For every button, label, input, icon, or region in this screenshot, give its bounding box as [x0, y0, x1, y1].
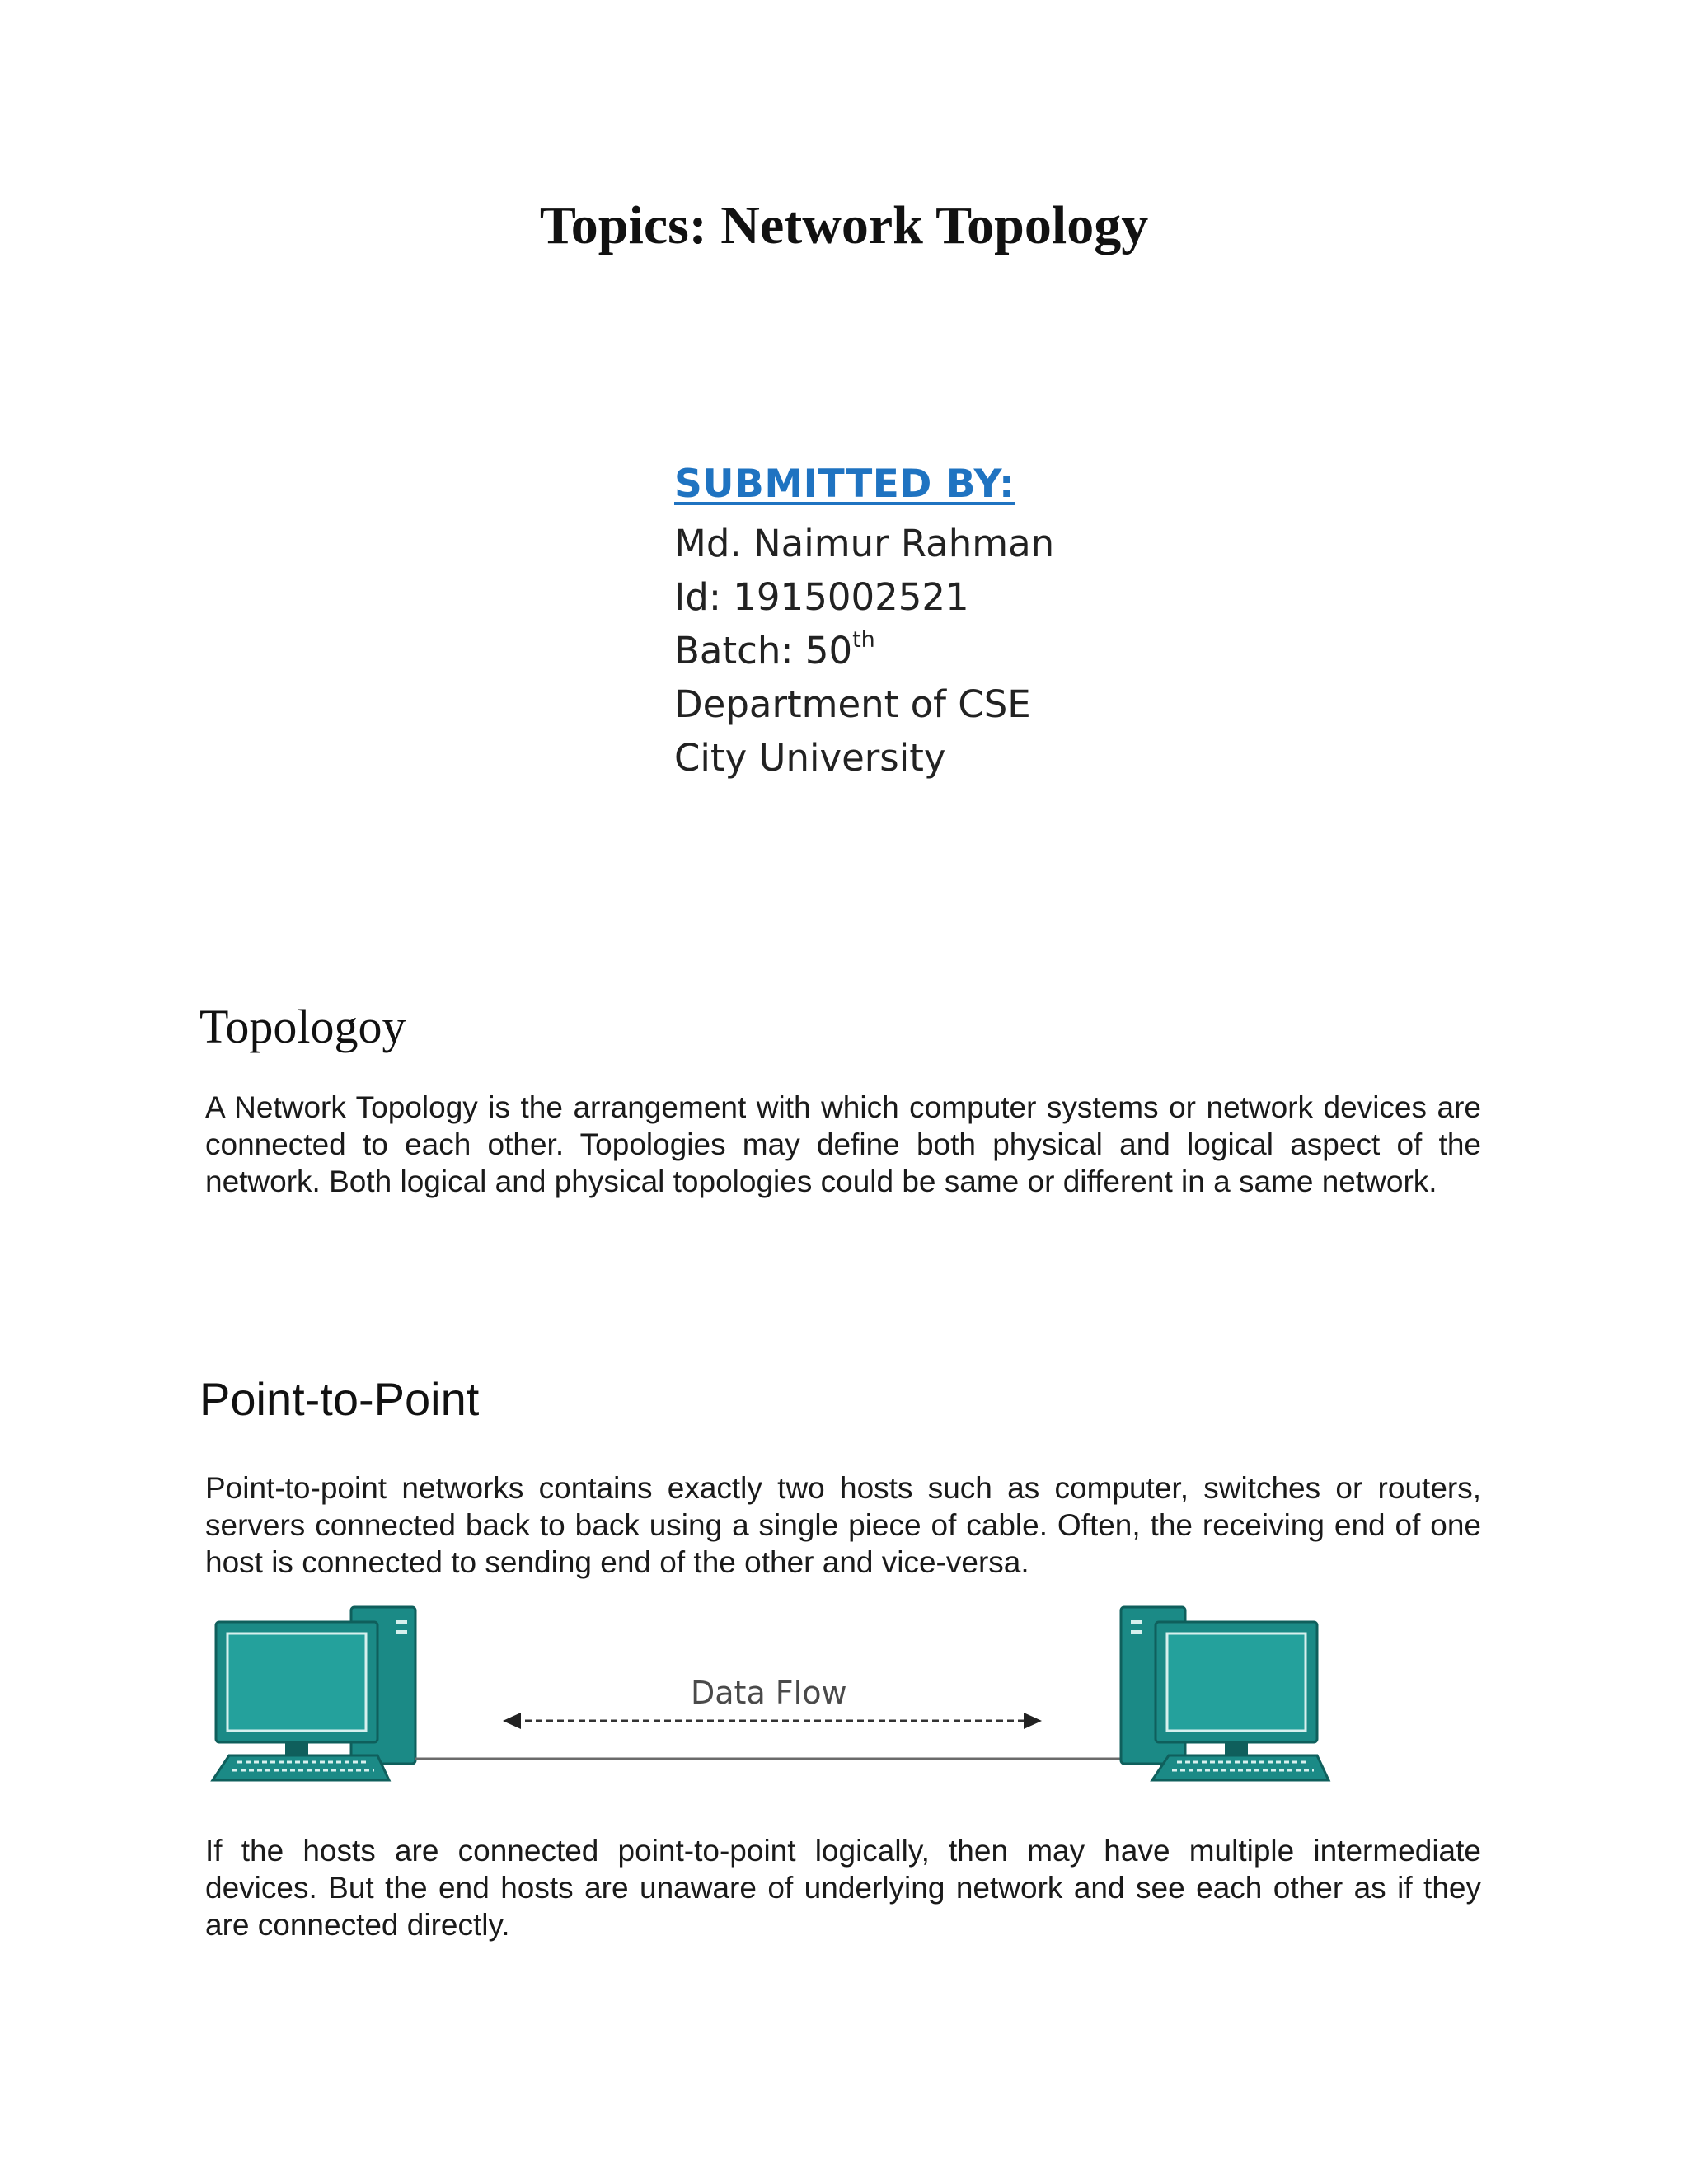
topology-paragraph: A Network Topology is the arrangement with which computer systems or network devices are connected to each other. Topologies may define both physical and logical aspect of the network. Both logical and physical topologies could be same or different in a same network. — [205, 1090, 1481, 1198]
section-heading-topology: Topologoy — [199, 1000, 406, 1053]
point-to-point-diagram — [204, 1597, 1358, 1795]
student-university: City University — [674, 736, 946, 780]
computer-icon — [1121, 1607, 1329, 1780]
student-name: Md. Naimur Rahman — [674, 522, 1055, 565]
page-title: Topics: Network Topology — [539, 195, 1149, 255]
point-to-point-logical-paragraph: If the hosts are connected point-to-point logically, then may have multiple intermediate devices. But the end hosts are unaware of underlying network and see each other as if they are connected directly. — [205, 1834, 1481, 1942]
student-id: Id: 1915002521 — [674, 575, 969, 619]
computer-icon — [213, 1607, 415, 1780]
point-to-point-paragraph: Point-to-point networks contains exactly two hosts such as computer, switches or routers, servers connected back to back using a single piece of cable. Often, the receiving end of one host is connected to sending end of the other and vice-versa. — [205, 1471, 1481, 1579]
submitted-by-heading: SUBMITTED BY: — [674, 462, 1015, 507]
section-heading-point-to-point: Point-to-Point — [199, 1373, 480, 1425]
data-flow-label: Data Flow — [691, 1675, 847, 1711]
student-department: Department of CSE — [674, 682, 1031, 726]
student-batch — [674, 624, 1054, 677]
submitted-by-block — [674, 462, 1054, 785]
double-arrow-icon — [503, 1713, 1042, 1729]
batch-text: Batch: 50 — [674, 629, 853, 673]
batch-ordinal-suffix: th — [852, 627, 875, 653]
